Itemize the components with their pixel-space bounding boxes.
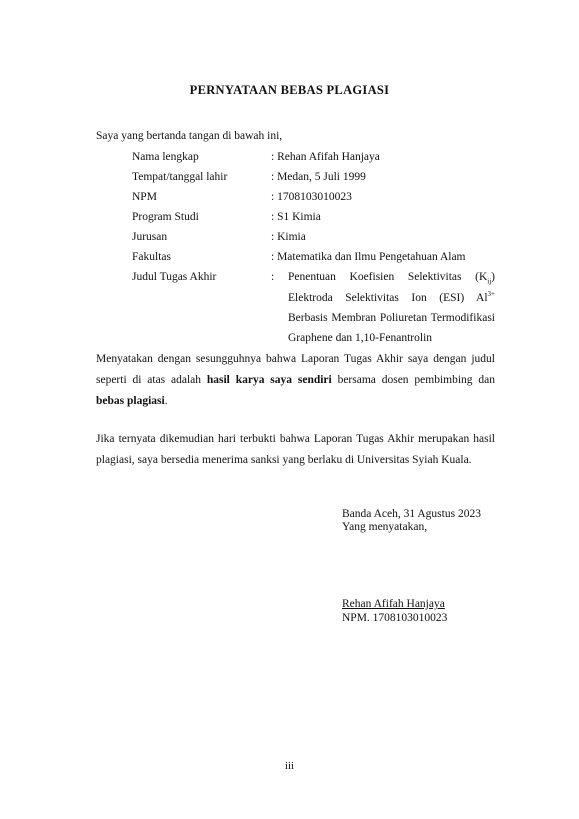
statement-line-3-end: . xyxy=(164,395,168,407)
statement-bold-plagiarism-free: bebas plagiasi xyxy=(96,395,165,407)
thesis-title-line-3: Berbasis Membran Poliuretan Termodifikasi xyxy=(288,312,495,324)
thesis-title-line-1 xyxy=(288,271,495,286)
field-label-npm: NPM xyxy=(132,191,157,203)
thesis-title-superscript: 3+ xyxy=(487,290,495,299)
field-value-thesis-colon: : xyxy=(271,271,275,283)
field-value-name: : Rehan Afifah Hanjaya xyxy=(271,151,380,163)
statement-line-2-a: seperti di atas adalah xyxy=(96,374,202,386)
field-value-npm: : 1708103010023 xyxy=(271,191,352,203)
page-number: iii xyxy=(284,760,295,772)
field-label-thesis: Judul Tugas Akhir xyxy=(132,271,217,283)
consequence-line-1: Jika ternyata dikemudian hari terbukti bahwa Laporan Tugas Akhir merupakan hasil xyxy=(96,433,495,445)
signature-declarer: Yang menyatakan, xyxy=(342,521,428,533)
thesis-title-line-1-end: ) xyxy=(491,271,495,283)
thesis-title-line-2 xyxy=(288,292,495,304)
field-value-program: : S1 Kimia xyxy=(271,211,321,223)
statement-bold-own-work: hasil karya saya sendiri xyxy=(206,374,332,386)
thesis-title-line-2-text: Elektroda Selektivitas Ion (ESI) Al xyxy=(288,292,488,304)
thesis-title-line-1-text: Penentuan Koefisien Selektivitas (K xyxy=(288,271,488,283)
signature-place-date: Banda Aceh, 31 Agustus 2023 xyxy=(342,508,481,520)
field-label-department: Jurusan xyxy=(132,231,168,243)
field-value-birth: : Medan, 5 Juli 1999 xyxy=(271,171,366,183)
signature-npm: NPM. 1708103010023 xyxy=(342,612,448,624)
field-value-faculty: : Matematika dan Ilmu Pengetahuan Alam xyxy=(271,251,466,263)
field-label-name: Nama lengkap xyxy=(132,151,199,163)
consequence-line-2: plagiasi, saya bersedia menerima sanksi yang berlaku di Universitas Syiah Kuala. xyxy=(96,454,472,466)
intro-text: Saya yang bertanda tangan di bawah ini, xyxy=(96,130,283,142)
field-label-program: Program Studi xyxy=(132,211,199,223)
thesis-title-subscript: ij xyxy=(487,277,492,286)
statement-line-2-b: bersama dosen pembimbing dan xyxy=(337,374,495,386)
field-label-birth: Tempat/tanggal lahir xyxy=(132,171,228,183)
field-label-faculty: Fakultas xyxy=(132,251,171,263)
statement-line-3 xyxy=(96,395,168,407)
statement-line-1: Menyatakan dengan sesungguhnya bahwa Laporan Tugas Akhir saya dengan judul xyxy=(96,353,495,365)
statement-line-2 xyxy=(96,374,495,386)
signature-name: Rehan Afifah Hanjaya xyxy=(342,598,445,610)
page-title: PERNYATAAN BEBAS PLAGIASI xyxy=(189,83,390,97)
thesis-title-line-4: Graphene dan 1,10-Fenantrolin xyxy=(288,332,433,344)
field-value-department: : Kimia xyxy=(271,231,306,243)
